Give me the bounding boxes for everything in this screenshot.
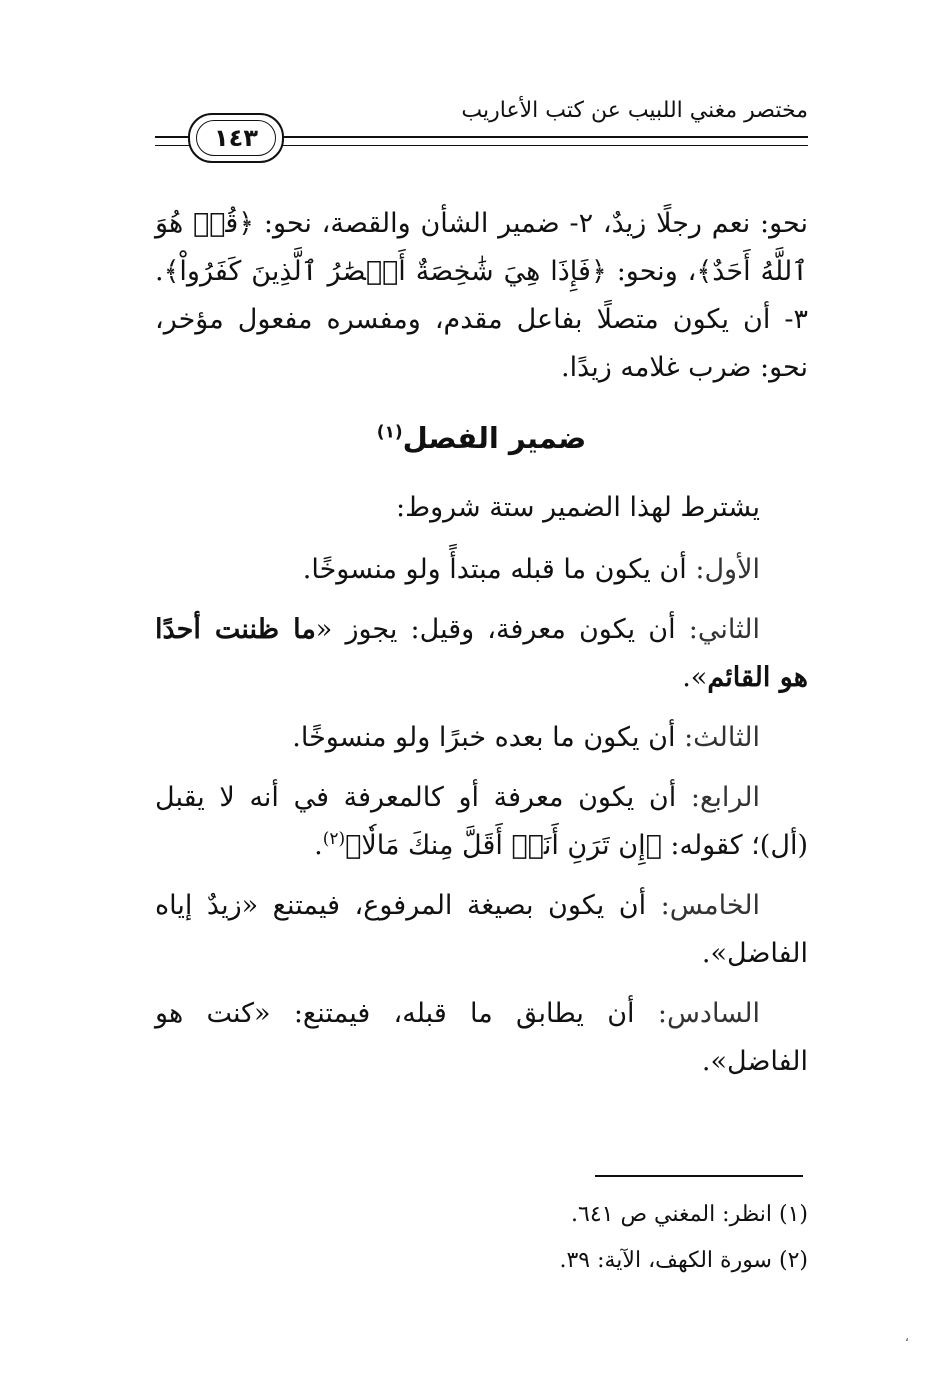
condition-label: الرابع: bbox=[690, 782, 760, 813]
condition-label: الثالث: bbox=[684, 722, 760, 753]
footnote-separator bbox=[595, 1175, 803, 1177]
page-number-badge bbox=[188, 113, 284, 163]
condition-example-bold: ما ظننت أحدًا هو القائم bbox=[155, 614, 808, 693]
quran-verse-2: ﴿فَإِذَا هِيَ شَٰخِصَةٌ أَبۡصَٰرُ ٱلَّذِينَ كَفَرُواْ﴾ bbox=[163, 256, 607, 287]
condition-label: الخامس: bbox=[660, 890, 760, 921]
footnote-ref-1[interactable]: (١) bbox=[376, 422, 403, 443]
condition-label: الثاني: bbox=[688, 614, 760, 645]
running-header-title: مختصر مغني اللبيب عن كتب الأعاريب bbox=[461, 98, 808, 123]
footnotes bbox=[155, 1192, 808, 1284]
quran-verse-3: ﴿إِن تَرَنِ أَنَا۠ أَقَلَّ مِنكَ مَالٗا﴾ bbox=[345, 830, 662, 861]
condition-text: أن يكون معرفة، وقيل: يجوز « bbox=[315, 614, 689, 645]
condition-first bbox=[155, 546, 808, 594]
stray-mark: ، bbox=[905, 1330, 909, 1344]
condition-sixth bbox=[155, 990, 808, 1086]
intro-text-3: . ٣- أن يكون متصلًا بفاعل مقدم، ومفسره مفعول مؤخر، نحو: ضرب غلامه زيدًا. bbox=[155, 256, 808, 383]
section-heading bbox=[155, 414, 808, 462]
condition-third bbox=[155, 714, 808, 762]
condition-tail: . bbox=[314, 830, 323, 861]
section-heading-text: ضمير الفصل bbox=[402, 421, 587, 455]
footnote-1: (١) انظر: المغني ص ٦٤١. bbox=[571, 1202, 808, 1227]
footnote-2: (٢) سورة الكهف، الآية: ٣٩. bbox=[559, 1248, 808, 1273]
condition-fourth bbox=[155, 774, 808, 870]
condition-text: أن يكون ما بعده خبرًا ولو منسوخًا. bbox=[292, 722, 685, 753]
intro-paragraph bbox=[155, 200, 808, 392]
condition-text: أن يكون ما قبله مبتدأً ولو منسوخًا. bbox=[302, 554, 696, 585]
intro-text-1: نحو: نعم رجلًا زيدٌ، ٢- ضمير الشأن والقصة، نحو: bbox=[254, 208, 808, 239]
condition-second bbox=[155, 606, 808, 702]
condition-text: أن يطابق ما قبله، فيمتنع: «كنت هو الفاضل». bbox=[155, 998, 808, 1077]
footnote-ref-2[interactable]: (٢) bbox=[322, 829, 346, 849]
page-number: ١٤٣ bbox=[214, 124, 258, 152]
intro-text-2: ، ونحو: bbox=[606, 256, 697, 287]
page-body bbox=[155, 200, 808, 1098]
section-lead: يشترط لهذا الضمير ستة شروط: bbox=[396, 492, 760, 523]
condition-fifth bbox=[155, 882, 808, 978]
condition-text: أن يكون معرفة أو كالمعرفة في أنه لا يقبل (أل)؛ كقوله: bbox=[155, 782, 808, 861]
condition-label: السادس: bbox=[657, 998, 760, 1029]
quran-verse-1: ﴿قُلۡ هُوَ ٱللَّهُ أَحَدٌ﴾ bbox=[155, 208, 808, 287]
condition-text: أن يكون بصيغة المرفوع، فيمتنع «زيدٌ إياه الفاضل». bbox=[155, 890, 808, 969]
condition-tail: ». bbox=[682, 662, 708, 693]
condition-label: الأول: bbox=[695, 554, 760, 585]
